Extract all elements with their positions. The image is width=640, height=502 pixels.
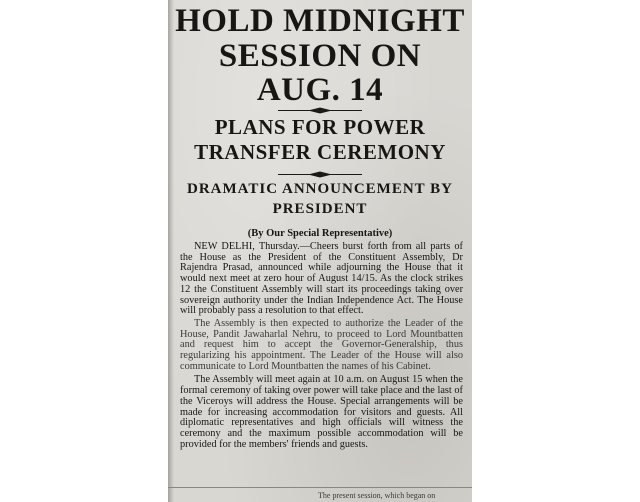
ornamental-rule-2 [278, 171, 362, 178]
deck-line-1: DRAMATIC ANNOUNCEMENT BY [187, 181, 453, 197]
article-paragraph-2: The Assembly is then expected to authorize the Leader of the House, Pandit Jawaharlal Nehru, to proceed to Lord Mountbatten and request him to accept the Governor-Generalship, thus regularizing his appointment. The Leader of the House will also communicate to Lord Mountbatten the names of his Cabinet. [180, 317, 463, 372]
subheadline-line-2: TRANSFER CEREMONY [194, 140, 446, 164]
continuation-text: The present session, which began on [318, 491, 436, 500]
byline: (By Our Special Representative) [247, 228, 393, 239]
column-divider [168, 487, 472, 488]
headline-line-1: HOLD MIDNIGHT [175, 3, 465, 39]
headline-line-2: SESSION ON [218, 38, 422, 74]
newspaper-clipping [168, 0, 472, 502]
headline-line-3: AUG. 14 [256, 72, 384, 108]
ornamental-rule-1 [278, 107, 362, 114]
article-body [180, 242, 463, 450]
article-paragraph-1: NEW DELHI, Thursday.—Cheers burst forth from all parts of the House as the President of the Constituent Assembly, Dr Rajendra Prasad, announced while adjourning the House that it would next meet at zero hour of August 14/15. As the clock strikes 12 the Constituent Assembly will start its proceedings taking over sovereign authority under the Indian Independence Act. The House will probably pass a resolution to that effect. [180, 241, 463, 317]
subheadline-line-1: PLANS FOR POWER [214, 115, 426, 139]
deck-line-2: PRESIDENT [272, 201, 368, 217]
article-paragraph-3: The Assembly will meet again at 10 a.m. on August 15 when the formal ceremony of taking over power will take place and the last of the Viceroys will address the House. Special arrangements will be made for increasing accommodation for visitors and guests. All diplomatic representatives and high officials will witness the ceremony and the maximum possible accommodation will be provided for the members' friends and guests. [180, 374, 463, 450]
